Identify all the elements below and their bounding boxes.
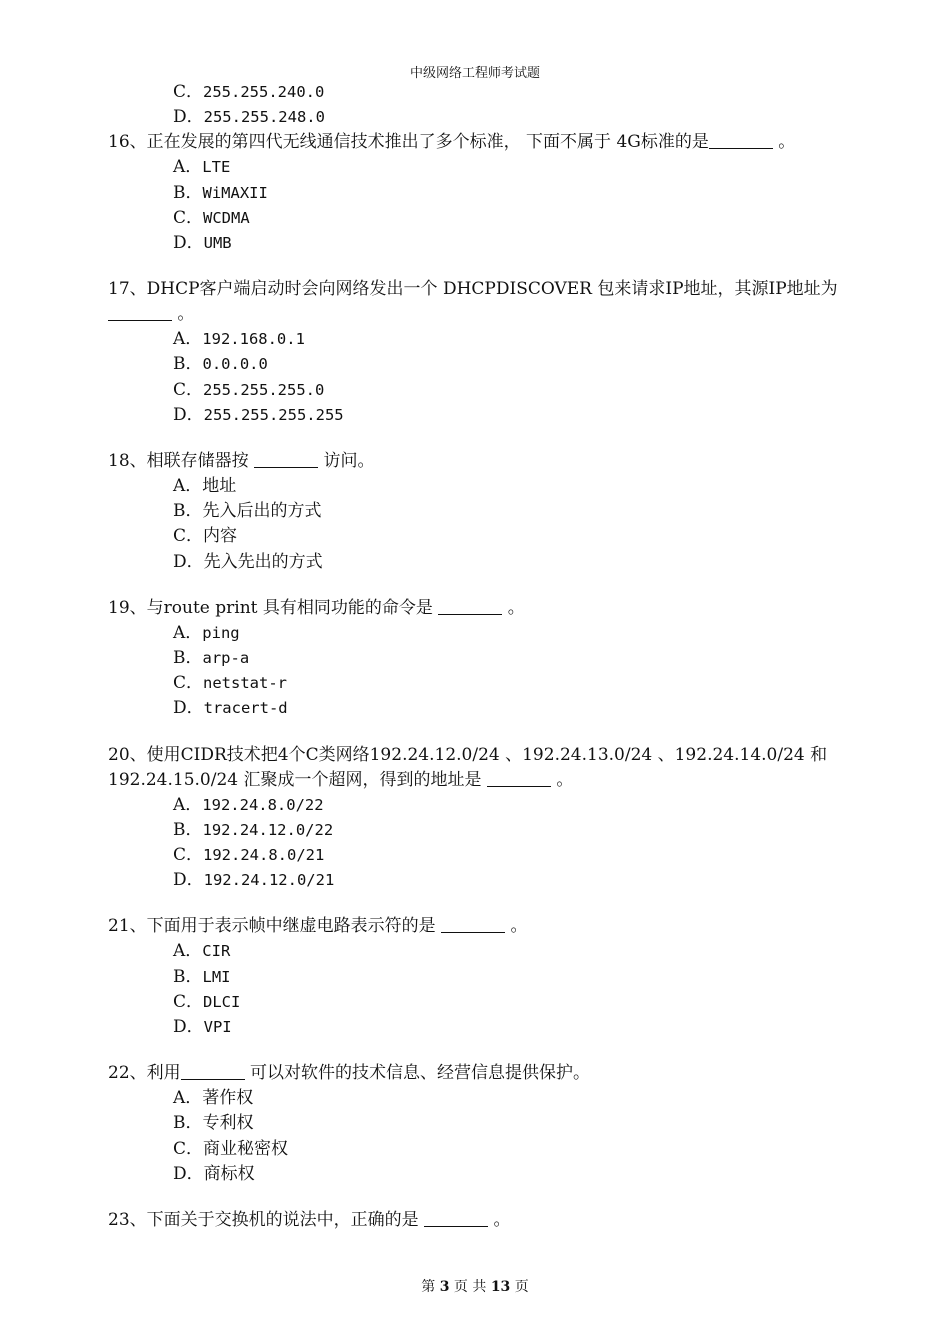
option-text: LMI xyxy=(202,967,231,986)
option-item xyxy=(108,965,848,990)
option-letter: C． xyxy=(173,991,204,1012)
question-text-end: 。 xyxy=(556,769,574,790)
option-letter: B． xyxy=(173,354,203,375)
option-text: arp-a xyxy=(202,649,250,668)
option-text: 192.24.8.0/21 xyxy=(203,846,325,865)
option-text: 地址 xyxy=(202,476,237,497)
option-item xyxy=(108,671,848,696)
option-letter: C． xyxy=(173,845,204,866)
option-text: UMB xyxy=(203,234,232,253)
option-item xyxy=(108,524,848,549)
option-letter: B． xyxy=(173,819,203,840)
option-letter: A． xyxy=(173,622,203,643)
option-item xyxy=(108,403,848,428)
option-item xyxy=(108,939,848,964)
option-item xyxy=(108,818,848,843)
option-letter: D． xyxy=(173,107,204,128)
question-text: 与route print 具有相同功能的命令是 xyxy=(146,597,433,618)
question-text-end: 。 xyxy=(510,916,528,937)
question-text-end: 。 xyxy=(493,1210,511,1231)
option-letter: A． xyxy=(173,794,203,815)
question-19 xyxy=(108,596,848,722)
question-stem xyxy=(108,449,848,474)
option-text: 255.255.255.255 xyxy=(203,405,344,424)
option-item xyxy=(108,868,848,893)
option-item xyxy=(108,1015,848,1040)
answer-blank xyxy=(424,1209,488,1227)
answer-blank xyxy=(438,597,502,615)
question-text-end: 。 xyxy=(507,597,525,618)
option-letter: B． xyxy=(173,1113,203,1134)
question-text-end: 。 xyxy=(177,304,195,325)
option-item xyxy=(108,1111,848,1136)
question-number: 23、 xyxy=(108,1210,147,1231)
option-text: 商标权 xyxy=(203,1163,255,1184)
option-letter: A． xyxy=(173,476,203,497)
option-letter: A． xyxy=(173,157,203,178)
option-letter: B． xyxy=(173,182,203,203)
question-text-end: 。 xyxy=(778,132,796,153)
question-18 xyxy=(108,449,848,575)
option-letter: D． xyxy=(173,404,204,425)
question-stem xyxy=(108,743,848,793)
question-stem xyxy=(108,277,848,327)
question-stem xyxy=(108,596,848,621)
previous-question-options xyxy=(108,80,848,130)
footer-suffix: 页 xyxy=(514,1279,529,1295)
option-item xyxy=(108,990,848,1015)
option-item xyxy=(108,621,848,646)
question-21 xyxy=(108,914,848,1040)
option-letter: A． xyxy=(173,941,203,962)
option-letter: B． xyxy=(173,501,203,522)
option-text: CIR xyxy=(202,942,231,961)
question-22 xyxy=(108,1061,848,1187)
option-letter: D． xyxy=(173,1017,204,1038)
option-letter: B． xyxy=(173,648,203,669)
option-letter: A． xyxy=(173,329,203,350)
option-item xyxy=(108,646,848,671)
question-23 xyxy=(108,1208,848,1233)
option-text: 192.168.0.1 xyxy=(202,330,305,349)
option-item xyxy=(108,181,848,206)
option-text: 著作权 xyxy=(202,1088,254,1109)
option-item xyxy=(108,1086,848,1111)
option-letter: D． xyxy=(173,1163,204,1184)
option-item xyxy=(108,696,848,721)
option-item xyxy=(108,1162,848,1187)
answer-blank xyxy=(108,303,172,321)
question-number: 20、 xyxy=(108,744,147,765)
option-letter: B． xyxy=(173,966,203,987)
option-item xyxy=(108,1137,848,1162)
option-letter: C． xyxy=(173,82,204,102)
question-list xyxy=(108,80,848,1254)
option-text: 255.255.255.0 xyxy=(203,380,325,399)
option-text: 255.255.248.0 xyxy=(203,108,325,127)
question-number: 17、 xyxy=(108,279,147,300)
page-footer xyxy=(0,1276,950,1296)
question-number: 19、 xyxy=(108,597,147,618)
answer-blank xyxy=(709,131,773,149)
option-text: tracert-d xyxy=(203,699,288,718)
question-stem xyxy=(108,1061,848,1086)
option-item xyxy=(108,80,848,105)
option-item xyxy=(108,474,848,499)
question-number: 21、 xyxy=(108,916,147,937)
option-item xyxy=(108,155,848,180)
option-item xyxy=(108,378,848,403)
option-text: 0.0.0.0 xyxy=(202,355,268,374)
question-text: 下面用于表示帧中继虚电路表示符的是 xyxy=(146,916,436,937)
option-text: 商业秘密权 xyxy=(203,1138,289,1159)
option-letter: D． xyxy=(173,233,204,254)
option-text: 255.255.240.0 xyxy=(203,83,325,101)
question-text: DHCP客户端启动时会向网络发出一个 DHCPDISCOVER 包来请求IP地址，其源IP地址为 xyxy=(146,279,838,300)
answer-blank xyxy=(254,450,318,468)
answer-blank xyxy=(441,915,505,933)
answer-blank xyxy=(487,769,551,787)
option-text: 192.24.8.0/22 xyxy=(202,795,324,814)
option-letter: A． xyxy=(173,1088,203,1109)
option-text: netstat-r xyxy=(203,674,288,693)
option-text: VPI xyxy=(203,1018,232,1037)
option-letter: C． xyxy=(173,207,204,228)
question-number: 16、 xyxy=(108,132,147,153)
question-17 xyxy=(108,277,848,428)
option-letter: D． xyxy=(173,870,204,891)
option-text: 先入先出的方式 xyxy=(203,551,323,572)
question-stem xyxy=(108,914,848,939)
question-20 xyxy=(108,743,848,894)
question-text: 下面关于交换机的说法中，正确的是 xyxy=(146,1210,419,1231)
option-letter: D． xyxy=(173,698,204,719)
option-item xyxy=(108,231,848,256)
footer-prefix: 第 xyxy=(421,1279,436,1295)
option-text: 内容 xyxy=(203,526,238,547)
option-item xyxy=(108,843,848,868)
question-number: 18、 xyxy=(108,451,147,472)
question-text-end: 可以对软件的技术信息、经营信息提供保护。 xyxy=(250,1063,591,1084)
option-text: WCDMA xyxy=(203,208,250,227)
option-letter: D． xyxy=(173,551,204,572)
footer-middle: 页 共 xyxy=(453,1279,487,1295)
option-text: ping xyxy=(202,623,240,642)
option-text: 先入后出的方式 xyxy=(202,501,322,522)
question-text: 正在发展的第四代无线通信技术推出了多个标准， 下面不属于 4G标准的是 xyxy=(146,132,709,153)
total-page-count: 13 xyxy=(490,1279,511,1295)
question-text: 使用CIDR技术把4个C类网络192.24.12.0/24 、192.24.13.0/24 、192.24.14.0/24 和192.24.15.0/24 汇聚成一个超网，得到的地址是 xyxy=(108,744,828,790)
option-item xyxy=(108,327,848,352)
option-item xyxy=(108,352,848,377)
option-text: 192.24.12.0/22 xyxy=(202,820,334,839)
question-16 xyxy=(108,130,848,256)
option-letter: C． xyxy=(173,526,204,547)
question-number: 22、 xyxy=(108,1063,147,1084)
answer-blank xyxy=(181,1062,245,1080)
option-text: 192.24.12.0/21 xyxy=(203,871,335,890)
option-item xyxy=(108,550,848,575)
option-item xyxy=(108,499,848,524)
option-item xyxy=(108,206,848,231)
question-stem xyxy=(108,130,848,155)
question-text-end: 访问。 xyxy=(323,451,375,472)
option-text: LTE xyxy=(202,158,231,177)
option-text: 专利权 xyxy=(202,1113,254,1134)
page-header: 中级网络工程师考试题 xyxy=(409,66,540,81)
option-letter: C． xyxy=(173,673,204,694)
question-text: 利用 xyxy=(146,1063,181,1084)
option-letter: C． xyxy=(173,1138,204,1159)
option-letter: C． xyxy=(173,379,204,400)
option-item xyxy=(108,793,848,818)
current-page-number: 3 xyxy=(439,1279,450,1295)
question-stem xyxy=(108,1208,848,1233)
option-text: DLCI xyxy=(203,992,241,1011)
question-text: 相联存储器按 xyxy=(146,451,249,472)
option-item xyxy=(108,105,848,130)
option-text: WiMAXII xyxy=(202,183,268,202)
